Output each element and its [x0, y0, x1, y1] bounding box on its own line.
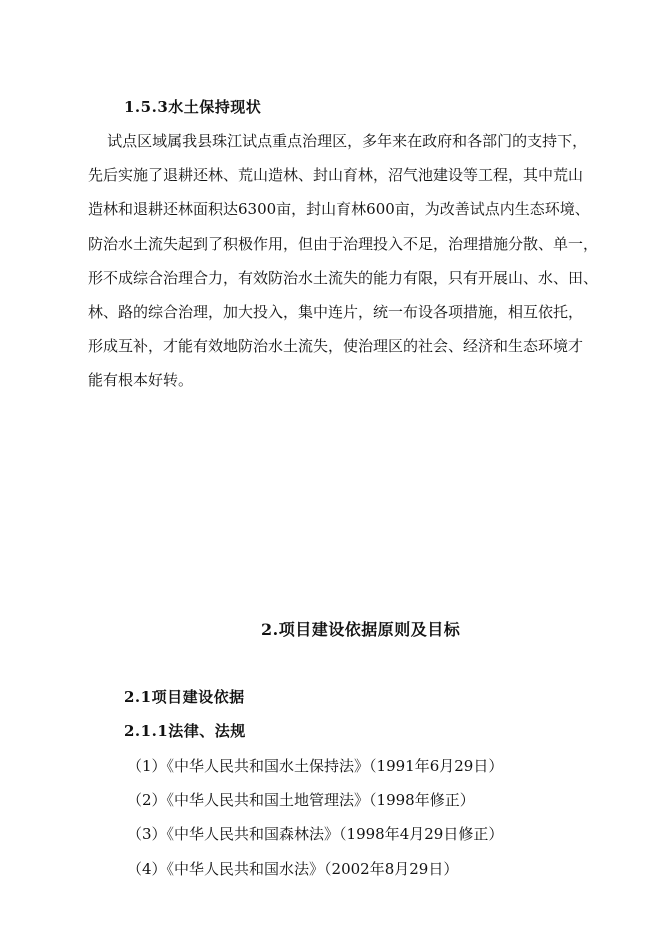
- law-item: （1）《中华人民共和国水土保持法》（1991年6月29日）: [127, 757, 504, 775]
- paragraph-line: 能有根本好转。: [88, 371, 194, 390]
- law-item: （2）《中华人民共和国土地管理法》（1998年修正）: [127, 791, 475, 809]
- section-heading-1-5-3: 1.5.3水土保持现状: [124, 98, 262, 116]
- section-paragraph: [88, 124, 628, 398]
- paragraph-line: 形成互补，才能有效地防治水土流失，使治理区的社会、经济和生态环境才: [88, 337, 584, 356]
- paragraph-line: 先后实施了退耕还林、荒山造林、封山育林，沼气池建设等工程，其中荒山: [88, 166, 584, 185]
- paragraph-line: 林、路的综合治理，加大投入，集中连片，统一布设各项措施，相互依托，: [88, 302, 584, 321]
- section-heading-2-1-1: 2.1.1法律、法规: [124, 722, 246, 740]
- paragraph-line: 试点区域属我县珠江试点重点治理区，多年来在政府和各部门的支持下，: [88, 132, 588, 150]
- law-item: （3）《中华人民共和国森林法》（1998年4月29日修正）: [127, 825, 504, 843]
- law-item: （4）《中华人民共和国水法》（2002年8月29日）: [127, 860, 459, 878]
- paragraph-line: 防治水土流失起到了积极作用，但由于治理投入不足，治理措施分散、单一，: [88, 234, 599, 253]
- paragraph-line: 形不成综合治理合力，有效防治水土流失的能力有限，只有开展山、水、田、: [88, 268, 599, 287]
- paragraph-line: 造林和退耕还林面积达6300亩，封山育林600亩，为改善试点内生态环境、: [88, 200, 590, 219]
- section-heading-2-1: 2.1项目建设依据: [124, 688, 245, 706]
- chapter-title-2: 2.项目建设依据原则及目标: [261, 620, 461, 639]
